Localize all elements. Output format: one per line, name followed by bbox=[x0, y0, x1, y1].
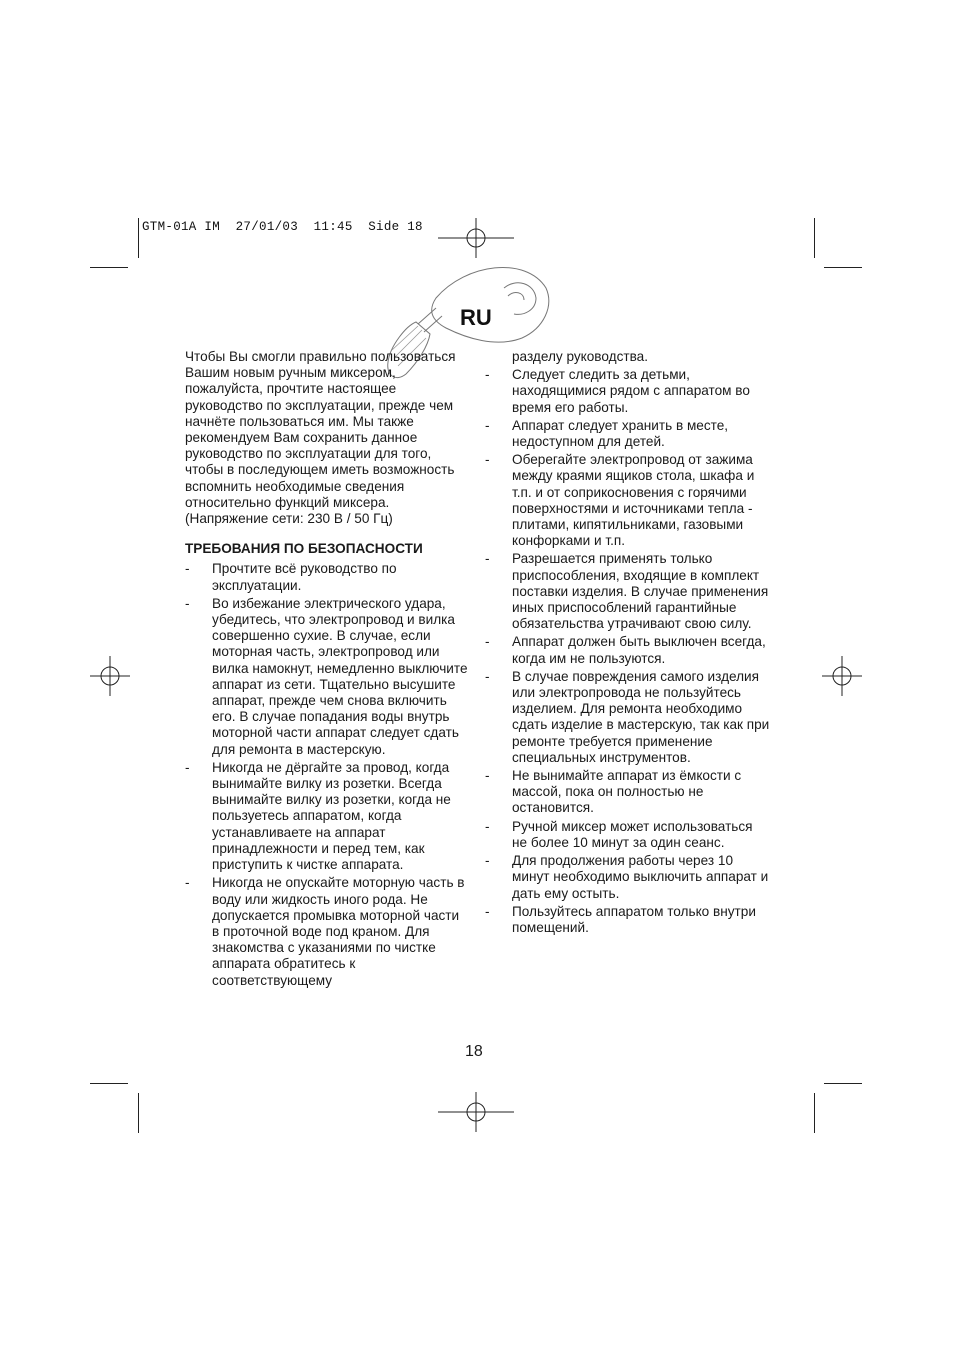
intro-paragraph: Чтобы Вы смогли правильно пользоваться Вашим новым ручным миксером, пожалуйста, прочтите настоящее руководство по эксплуатации, прежде чем начнёте пользоваться им. Мы также рекомендуем Вам сохранить данное руководство по эксплуатации для того, чтобы в последующем иметь возможность вспомнить необходимые сведения относительно функций миксера. bbox=[185, 349, 456, 510]
crop-mark-top-right-v bbox=[814, 218, 815, 258]
crop-mark-bottom-left-v bbox=[138, 1093, 139, 1133]
registration-mark-icon bbox=[90, 654, 130, 698]
list-item: - Пользуйтесь аппаратом только внутри помещений. bbox=[485, 904, 771, 936]
list-item: - Разрешается применять только приспособления, входящие в комплект поставки изделия. В случае применения иных приспособлений гарантийные обязательства утрачивают свою силу. bbox=[485, 551, 771, 632]
list-item: - Аппарат должен быть выключен всегда, когда им не пользуются. bbox=[485, 634, 771, 666]
crop-mark-bottom-right-v bbox=[814, 1093, 815, 1133]
list-item: - Оберегайте электропровод от зажима между краями ящиков стола, шкафа и т.п. и от соприкосновения с горячими поверхностями и источниками тепла - плитами, кипятильниками, газовыми конфорками и т.п. bbox=[485, 452, 771, 549]
print-slug: GTM-01A IM 27/01/03 11:45 Side 18 bbox=[142, 220, 423, 234]
list-item: - Прочтите всё руководство по эксплуатации. bbox=[185, 561, 469, 593]
crop-mark-bottom-right-h bbox=[824, 1083, 862, 1084]
crop-mark-bottom-left-h bbox=[90, 1083, 128, 1084]
crop-mark-top-left-v bbox=[138, 218, 139, 258]
language-code: RU bbox=[460, 305, 492, 330]
list-item: - В случае повреждения самого изделия или электропровода не пользуйтесь изделием. Для ремонта необходимо сдать изделие в мастерскую, так как при ремонте требуется применение специальных инструментов. bbox=[485, 669, 771, 766]
registration-mark-icon bbox=[822, 654, 862, 698]
list-item: - Ручной миксер может использоваться не более 10 минут за один сеанс. bbox=[485, 819, 771, 851]
safety-list-right bbox=[485, 367, 771, 936]
safety-heading: ТРЕБОВАНИЯ ПО БЕЗОПАСНОСТИ bbox=[185, 541, 423, 557]
right-column bbox=[485, 349, 771, 938]
list-item: - Во избежание электрического удара, убедитесь, что электропровод и вилка совершенно сухие. В случае, если моторная часть, электропровод или вилка намокнут, немедленно выключите аппарат из сети. Тщательно высушите аппарат, прежде чем снова включить его. В случае попадания воды внутрь моторной части аппарат следует сдать для ремонта в мастерскую. bbox=[185, 596, 469, 758]
page-number: 18 bbox=[465, 1043, 483, 1060]
list-item: - Не вынимайте аппарат из ёмкости с массой, пока он полностью не остановится. bbox=[485, 768, 771, 817]
list-item: - Никогда не опускайте моторную часть в воду или жидкость иного рода. Не допускается промывка моторной части в проточной воде под краном. Для знакомства с указаниями по чистке аппарата обратитесь к соответствующему bbox=[185, 875, 469, 988]
registration-mark-icon bbox=[436, 216, 516, 260]
list-item: - Никогда не дёргайте за провод, когда вынимайте вилку из розетки. Всегда вынимайте вилку из розетки, когда не пользуетесь аппаратом, когда устанавливаете на аппарат принадлежности и перед тем, как приступить к чистке аппарата. bbox=[185, 760, 469, 873]
crop-mark-top-left-h bbox=[90, 267, 128, 268]
registration-mark-icon bbox=[436, 1090, 516, 1134]
left-column bbox=[185, 349, 469, 991]
safety-list-left bbox=[185, 561, 469, 988]
voltage-note: (Напряжение сети: 230 В / 50 Гц) bbox=[185, 511, 393, 527]
list-item: - Аппарат следует хранить в месте, недоступном для детей. bbox=[485, 418, 771, 450]
continuation-text: разделу руководства. bbox=[512, 349, 649, 364]
list-item: - Следует следить за детьми, находящимися рядом с аппаратом во время его работы. bbox=[485, 367, 771, 416]
crop-mark-top-right-h bbox=[824, 267, 862, 268]
list-item: - Для продолжения работы через 10 минут необходимо выключить аппарат и дать ему остыть. bbox=[485, 853, 771, 902]
